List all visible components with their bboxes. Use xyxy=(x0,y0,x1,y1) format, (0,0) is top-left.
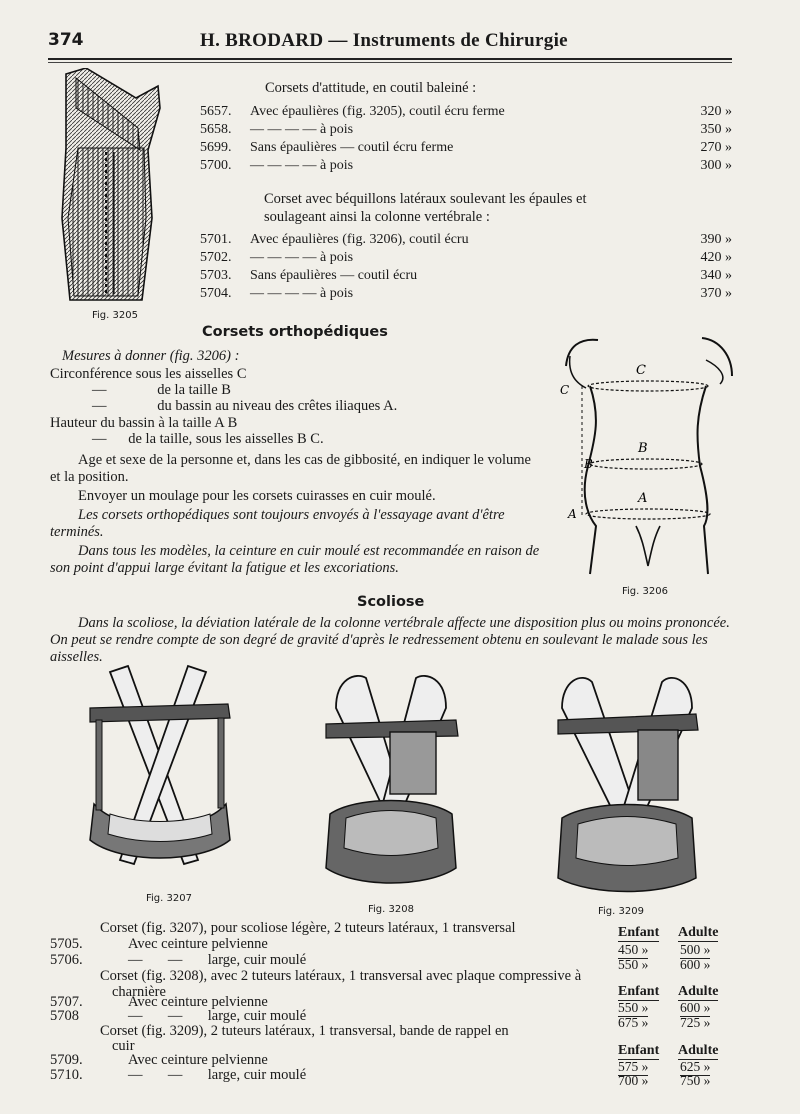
ortho-paragraph: Dans tous les modèles, la ceinture en cuir moulé est recommandée en raison de son point d'appui large évitant la fatigue et les excoriations. xyxy=(50,543,540,576)
ortho-paragraph: Les corsets orthopédiques sont toujours envoyés à l'essayage avant d'être terminés. xyxy=(50,507,505,540)
page-title: H. BRODARD — Instruments de Chirurgie xyxy=(200,30,568,51)
fig-3205-caption: Fig. 3205 xyxy=(92,310,138,321)
label-b-side: B xyxy=(584,457,593,471)
scoliose-paragraph: Dans la scoliose, la déviation latérale de la colonne vertébrale affecte une disposition plus ou moins prononcée. On peut se rendre compte de son degré de gravité d'après le redressement obtenu en soulevant le malade sous les aisselles. xyxy=(50,615,730,665)
row-label: — — large, cuir moulé xyxy=(128,1067,307,1083)
fig-3207-caption: Fig. 3207 xyxy=(146,893,192,904)
torso-figure-3206 xyxy=(560,326,740,582)
section-attitude-title: Corsets d'attitude, en coutil baleiné : xyxy=(265,80,477,96)
row-num: 5705. xyxy=(50,936,83,952)
row-label: Avec ceinture pelvienne xyxy=(128,936,268,952)
fig-3209-caption: Fig. 3209 xyxy=(598,906,644,917)
col-adulte-header: Adulte xyxy=(678,925,719,940)
group-3208-title-l2: charnière xyxy=(112,984,166,1000)
col-adulte-header: Adulte xyxy=(678,1043,719,1058)
ortho-line: — de la taille, sous les aisselles B C. xyxy=(92,431,324,447)
price-enfant: 450 » xyxy=(618,942,649,957)
group-3209-title-l2: cuir xyxy=(112,1038,135,1054)
fig-3208-caption: Fig. 3208 xyxy=(368,904,414,915)
price-adulte: 600 » xyxy=(680,1000,711,1015)
price-enfant: 575 » xyxy=(618,1059,649,1074)
header-rule-thin xyxy=(48,62,732,63)
ortho-line: — de la taille B xyxy=(92,382,231,398)
brace-figure-3208 xyxy=(316,668,466,900)
list-item: 5704. — — — — à pois 370 » xyxy=(200,286,732,301)
brace-figure-3209 xyxy=(552,668,702,900)
price-enfant: 700 » xyxy=(618,1073,649,1088)
ortho-line: Hauteur du bassin à la taille A B xyxy=(50,415,238,431)
price-adulte: 500 » xyxy=(680,942,711,957)
list-item: 5701. Avec épaulières (fig. 3206), coutil écru 390 » xyxy=(200,232,732,247)
col-adulte-header: Adulte xyxy=(678,984,719,999)
price-enfant: 550 » xyxy=(618,957,649,972)
list-item: 5702. — — — — à pois 420 » xyxy=(200,250,732,265)
row-num: 5709. xyxy=(50,1052,83,1068)
price-adulte: 625 » xyxy=(680,1059,711,1074)
page-number: 374 xyxy=(48,30,84,50)
ortho-line: Circonférence sous les aisselles C xyxy=(50,366,247,382)
col-enfant-header: Enfant xyxy=(618,984,660,999)
price-enfant: 675 » xyxy=(618,1015,649,1030)
row-label: — — large, cuir moulé xyxy=(128,952,307,968)
scoliose-heading: Scoliose xyxy=(357,594,425,610)
ortho-paragraph: Envoyer un moulage pour les corsets cuirasses en cuir moulé. xyxy=(78,488,436,504)
header-rule xyxy=(48,58,732,60)
group-3208-title: Corset (fig. 3208), avec 2 tuteurs latéraux, 1 transversal avec plaque compressive à xyxy=(100,968,582,984)
ortho-line: — du bassin au niveau des crêtes iliaques A. xyxy=(92,398,398,414)
group-3209-title: Corset (fig. 3209), 2 tuteurs latéraux, 1 transversal, bande de rappel en xyxy=(100,1023,509,1039)
list-item: 5699. Sans épaulières — coutil écru ferme 270 » xyxy=(200,140,732,155)
row-num: 5710. xyxy=(50,1067,83,1083)
section-bequillons-list xyxy=(200,232,732,304)
label-c: C xyxy=(636,363,646,378)
ortho-heading: Corsets orthopédiques xyxy=(202,324,388,340)
list-item: 5703. Sans épaulières — coutil écru 340 » xyxy=(200,268,732,283)
price-adulte: 600 » xyxy=(680,957,711,972)
fig-3206-caption: Fig. 3206 xyxy=(622,586,668,597)
price-adulte: 750 » xyxy=(680,1073,711,1088)
section-bequillons-title-l1: Corset avec béquillons latéraux soulevant les épaules et xyxy=(264,191,587,207)
page-header xyxy=(48,30,728,56)
price-adulte: 725 » xyxy=(680,1015,711,1030)
list-item: 5657. Avec épaulières (fig. 3205), coutil écru ferme 320 » xyxy=(200,104,732,119)
label-c-side: C xyxy=(560,383,570,397)
col-enfant-header: Enfant xyxy=(618,925,660,940)
price-enfant: 550 » xyxy=(618,1000,649,1015)
group-3207-title: Corset (fig. 3207), pour scoliose légère, 2 tuteurs latéraux, 1 transversal xyxy=(100,920,516,936)
section-bequillons-title-l2: soulageant ainsi la colonne vertébrale : xyxy=(264,209,490,225)
row-label: Avec ceinture pelvienne xyxy=(128,1052,268,1068)
list-item: 5658. — — — — à pois 350 » xyxy=(200,122,732,137)
label-a: A xyxy=(638,491,648,506)
brace-figure-3207 xyxy=(80,664,240,890)
row-num: 5708 xyxy=(50,1008,79,1024)
list-item: 5700. — — — — à pois 300 » xyxy=(200,158,732,173)
col-enfant-header: Enfant xyxy=(618,1043,660,1058)
row-num: 5707. xyxy=(50,994,83,1010)
ortho-paragraph: Age et sexe de la personne et, dans les cas de gibbosité, en indiquer le volume et la position. xyxy=(50,452,531,485)
label-b: B xyxy=(638,441,648,456)
row-label: — — large, cuir moulé xyxy=(128,1008,307,1024)
corset-figure-3205 xyxy=(56,68,168,304)
ortho-mesures: Mesures à donner (fig. 3206) : xyxy=(62,348,240,364)
section-attitude-list xyxy=(200,104,732,176)
row-label: Avec ceinture pelvienne xyxy=(128,994,268,1010)
label-a-side: A xyxy=(568,507,577,521)
row-num: 5706. xyxy=(50,952,83,968)
